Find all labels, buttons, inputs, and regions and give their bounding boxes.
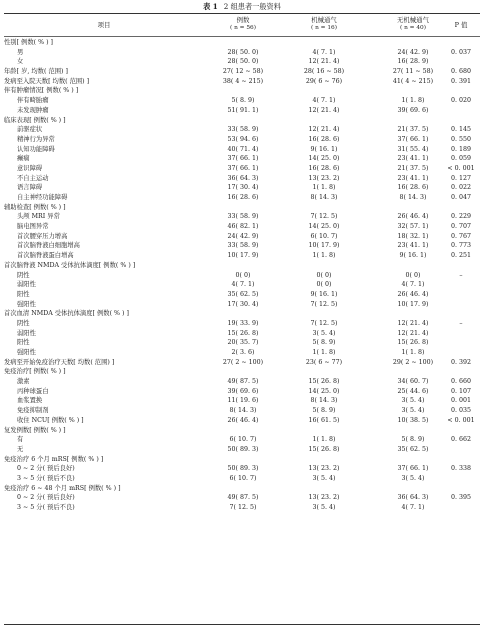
cell-mechanical-ventilation: 16( 28. 6) bbox=[308, 135, 340, 143]
cell-total: 50( 89. 3) bbox=[227, 445, 259, 453]
cell-no-mechanical-ventilation: 10( 17. 9) bbox=[397, 300, 429, 308]
row-label: 男 bbox=[17, 48, 24, 56]
row-label: 辅助检查[ 例数( % ) ] bbox=[4, 203, 66, 211]
cell-total: 39( 69. 6) bbox=[227, 387, 259, 395]
cell-p-value: 0. 020 bbox=[450, 97, 472, 105]
table-row bbox=[4, 193, 480, 203]
cell-mechanical-ventilation: 1( 1. 8) bbox=[312, 349, 336, 356]
cell-total: 33( 58. 9) bbox=[227, 242, 259, 250]
cell-total: 8( 14. 3) bbox=[229, 407, 257, 415]
row-label: 前驱症状 bbox=[17, 126, 43, 134]
table-row-group bbox=[4, 309, 480, 319]
table-body bbox=[4, 38, 480, 513]
cell-mechanical-ventilation: 1( 1. 8) bbox=[312, 252, 336, 260]
cell-no-mechanical-ventilation: 27( 11 ~ 58) bbox=[392, 68, 434, 76]
cell-total: 28( 50. 0) bbox=[227, 48, 259, 56]
header-mv bbox=[294, 16, 354, 32]
cell-total: 35( 62. 5) bbox=[227, 290, 259, 298]
table-row bbox=[4, 271, 480, 281]
row-label: 弱阳性 bbox=[17, 281, 36, 289]
header-item: 项目 bbox=[97, 21, 111, 29]
table-row bbox=[4, 464, 480, 474]
table-row bbox=[4, 435, 480, 445]
cell-p-value: 0. 392 bbox=[450, 358, 472, 366]
cell-no-mechanical-ventilation: 36( 64. 3) bbox=[397, 494, 429, 502]
cell-mechanical-ventilation: 9( 16. 1) bbox=[310, 290, 338, 298]
row-label: 自主神经功能障碍 bbox=[17, 194, 68, 201]
cell-p-value: 0. 773 bbox=[450, 242, 472, 250]
cell-total: 11( 19. 6) bbox=[227, 397, 259, 405]
header-p-value: P 值 bbox=[454, 21, 468, 29]
row-label: 头颅 MRI 异常 bbox=[17, 213, 60, 221]
row-label: 女 bbox=[17, 58, 24, 66]
cell-no-mechanical-ventilation: 16( 28. 6) bbox=[397, 184, 429, 192]
cell-no-mechanical-ventilation: 3( 5. 4) bbox=[401, 407, 425, 415]
cell-p-value: 0. 037 bbox=[450, 48, 472, 56]
row-label: 伴有肿瘤情况[ 例数( % ) ] bbox=[4, 87, 79, 95]
cell-p-value: 0. 660 bbox=[450, 378, 472, 386]
cell-total: 49( 87. 5) bbox=[227, 378, 259, 386]
cell-no-mechanical-ventilation: 35( 62. 5) bbox=[397, 445, 429, 453]
table-row bbox=[4, 348, 480, 358]
header-mv-n: ( n = 16) bbox=[310, 25, 338, 31]
cell-mechanical-ventilation: 12( 21. 4) bbox=[308, 58, 340, 66]
row-label: 认知功能障碍 bbox=[17, 145, 55, 153]
table-row-group bbox=[4, 77, 480, 87]
cell-no-mechanical-ventilation: 18( 32. 1) bbox=[397, 232, 429, 240]
table-row bbox=[4, 96, 480, 106]
table-row bbox=[4, 445, 480, 455]
table-row bbox=[4, 338, 480, 348]
table-row bbox=[4, 164, 480, 174]
cell-total: 24( 42. 9) bbox=[227, 232, 259, 240]
cell-p-value: 0. 127 bbox=[450, 174, 472, 182]
cell-p-value: 0. 391 bbox=[450, 77, 472, 85]
cell-mechanical-ventilation: 8( 14. 3) bbox=[310, 397, 338, 405]
row-label: 有 bbox=[17, 436, 24, 444]
table-row-group bbox=[4, 426, 480, 436]
cell-total: 20( 35. 7) bbox=[227, 339, 259, 347]
cell-total: 7( 12. 5) bbox=[229, 504, 257, 511]
table-row bbox=[4, 212, 480, 222]
row-label: 阳性 bbox=[17, 339, 30, 347]
cell-mechanical-ventilation: 3( 5. 4) bbox=[312, 474, 336, 482]
cell-mechanical-ventilation: 12( 21. 4) bbox=[308, 126, 340, 134]
cell-total: 6( 10. 7) bbox=[229, 436, 257, 444]
cell-p-value: 0. 767 bbox=[450, 232, 472, 240]
table-row bbox=[4, 154, 480, 164]
table-row bbox=[4, 222, 480, 232]
cell-total: 19( 33. 9) bbox=[227, 319, 259, 327]
table-row bbox=[4, 241, 480, 251]
cell-no-mechanical-ventilation: 31( 55. 4) bbox=[397, 145, 429, 153]
cell-no-mechanical-ventilation: 34( 60. 7) bbox=[397, 378, 429, 386]
cell-total: 50( 89. 3) bbox=[227, 465, 259, 473]
table-row bbox=[4, 329, 480, 339]
row-label: 弱阳性 bbox=[17, 329, 36, 337]
row-label: 阴性 bbox=[17, 319, 30, 327]
bottom-rule bbox=[4, 624, 480, 625]
cell-total: 6( 10. 7) bbox=[229, 474, 257, 482]
cell-p-value: 0. 022 bbox=[450, 184, 472, 192]
row-label: 收住 NCU[ 例数( % ) ] bbox=[17, 416, 84, 424]
cell-total: 33( 58. 9) bbox=[227, 126, 259, 134]
cell-p-value: 0. 338 bbox=[450, 465, 472, 473]
header-total-n: ( n = 56) bbox=[229, 25, 257, 31]
cell-no-mechanical-ventilation: 26( 46. 4) bbox=[397, 290, 429, 298]
cell-no-mechanical-ventilation: 12( 21. 4) bbox=[397, 329, 429, 337]
table-row-group bbox=[4, 261, 480, 271]
cell-mechanical-ventilation: 14( 25. 0) bbox=[308, 155, 340, 163]
cell-mechanical-ventilation: 10( 17. 9) bbox=[308, 242, 340, 250]
row-label: 未发现肿瘤 bbox=[17, 106, 49, 114]
cell-no-mechanical-ventilation: 24( 42. 9) bbox=[397, 48, 429, 56]
cell-p-value: 0. 395 bbox=[450, 494, 472, 502]
cell-total: 28( 50. 0) bbox=[227, 58, 259, 66]
cell-total: 49( 87. 5) bbox=[227, 494, 259, 502]
cell-p-value: 0. 707 bbox=[450, 223, 472, 231]
cell-no-mechanical-ventilation: 15( 26. 8) bbox=[397, 339, 429, 347]
cell-total: 26( 46. 4) bbox=[227, 416, 259, 424]
cell-mechanical-ventilation: 13( 23. 2) bbox=[308, 494, 340, 502]
cell-total: 5( 8. 9) bbox=[231, 97, 255, 105]
cell-no-mechanical-ventilation: 0( 0) bbox=[405, 271, 421, 279]
cell-p-value: 0. 059 bbox=[450, 155, 472, 163]
table-row bbox=[4, 183, 480, 193]
cell-total: 40( 71. 4) bbox=[227, 145, 259, 153]
cell-total: 4( 7. 1) bbox=[231, 281, 255, 289]
row-label: 精神行为异常 bbox=[17, 135, 55, 143]
cell-no-mechanical-ventilation: 37( 66. 1) bbox=[397, 135, 429, 143]
cell-mechanical-ventilation: 0( 0) bbox=[316, 271, 332, 279]
table-row bbox=[4, 290, 480, 300]
cell-mechanical-ventilation: 13( 23. 2) bbox=[308, 465, 340, 473]
row-label: 发病至入院天数[ 均数( 范围) ] bbox=[4, 77, 90, 85]
cell-total: 10( 17. 9) bbox=[227, 252, 259, 260]
cell-total: 15( 26. 8) bbox=[227, 329, 259, 337]
cell-no-mechanical-ventilation: 9( 16. 1) bbox=[399, 252, 427, 260]
cell-no-mechanical-ventilation: 8( 14. 3) bbox=[399, 194, 427, 201]
table-row-group bbox=[4, 484, 480, 494]
cell-total: 38( 4 ~ 215) bbox=[222, 77, 264, 85]
cell-total: 16( 28. 6) bbox=[227, 194, 259, 201]
row-label: 首次脑脊液白细胞增高 bbox=[17, 242, 80, 250]
cell-no-mechanical-ventilation: 12( 21. 4) bbox=[397, 319, 429, 327]
row-label: 激素 bbox=[17, 378, 30, 386]
row-label: 语言障碍 bbox=[17, 184, 43, 192]
cell-mechanical-ventilation: 4( 7. 1) bbox=[312, 97, 336, 105]
cell-mechanical-ventilation: 14( 25. 0) bbox=[308, 387, 340, 395]
table-number: 表 1 bbox=[203, 2, 218, 11]
cell-mechanical-ventilation: 1( 1. 8) bbox=[312, 184, 336, 192]
cell-no-mechanical-ventilation: 16( 28. 9) bbox=[397, 58, 429, 66]
row-label: 伴有畸胎瘤 bbox=[17, 97, 49, 105]
cell-mechanical-ventilation: 29( 6 ~ 76) bbox=[305, 77, 343, 85]
cell-total: 51( 91. 1) bbox=[227, 106, 259, 114]
table-row bbox=[4, 377, 480, 387]
cell-mechanical-ventilation: 6( 10. 7) bbox=[310, 232, 338, 240]
header-total-label: 例数 bbox=[236, 16, 250, 24]
row-label: 免疫治疗 6 个月 mRS[ 例数( % ) ] bbox=[4, 455, 104, 463]
cell-mechanical-ventilation: 9( 16. 1) bbox=[310, 145, 338, 153]
cell-total: 36( 64. 3) bbox=[227, 174, 259, 182]
table-row bbox=[4, 416, 480, 426]
table-row bbox=[4, 319, 480, 329]
table-row bbox=[4, 474, 480, 484]
table-row bbox=[4, 300, 480, 310]
cell-no-mechanical-ventilation: 29( 2 ~ 100) bbox=[392, 358, 434, 366]
cell-no-mechanical-ventilation: 32( 57. 1) bbox=[397, 223, 429, 231]
cell-p-value: 0. 035 bbox=[450, 407, 472, 415]
cell-p-value: 0. 047 bbox=[450, 194, 472, 201]
row-label: 丙种球蛋白 bbox=[17, 387, 49, 395]
cell-no-mechanical-ventilation: 21( 37. 5) bbox=[397, 126, 429, 134]
cell-mechanical-ventilation: 15( 26. 8) bbox=[308, 445, 340, 453]
table-row bbox=[4, 106, 480, 116]
cell-no-mechanical-ventilation: 3( 5. 4) bbox=[401, 397, 425, 405]
row-label: 不自主运动 bbox=[17, 174, 49, 182]
cell-mechanical-ventilation: 12( 21. 4) bbox=[308, 106, 340, 114]
cell-no-mechanical-ventilation: 37( 66. 1) bbox=[397, 465, 429, 473]
cell-total: 46( 82. 1) bbox=[227, 223, 259, 231]
table-row bbox=[4, 135, 480, 145]
table-row-group bbox=[4, 203, 480, 213]
row-label: 脑电图异常 bbox=[17, 223, 49, 231]
cell-no-mechanical-ventilation: 41( 4 ~ 215) bbox=[392, 77, 434, 85]
row-label: 阳性 bbox=[17, 290, 30, 298]
cell-mechanical-ventilation: 16( 61. 5) bbox=[308, 416, 340, 424]
cell-total: 17( 30. 4) bbox=[227, 300, 259, 308]
row-label: 强阳性 bbox=[17, 349, 36, 356]
table-row bbox=[4, 48, 480, 58]
table-caption bbox=[0, 2, 484, 11]
cell-mechanical-ventilation: 7( 12. 5) bbox=[310, 319, 338, 327]
cell-mechanical-ventilation: 15( 26. 8) bbox=[308, 378, 340, 386]
header-nomv-label: 无机械通气 bbox=[397, 16, 429, 24]
table-row-group bbox=[4, 38, 480, 48]
table-row bbox=[4, 57, 480, 67]
row-label: 阴性 bbox=[17, 271, 30, 279]
table-row bbox=[4, 493, 480, 503]
row-label: 血浆置换 bbox=[17, 397, 43, 405]
cell-mechanical-ventilation: 7( 12. 5) bbox=[310, 300, 338, 308]
cell-no-mechanical-ventilation: 39( 69. 6) bbox=[397, 106, 429, 114]
cell-p-value: 0. 145 bbox=[450, 126, 472, 134]
row-label: 强阳性 bbox=[17, 300, 36, 308]
cell-no-mechanical-ventilation: 3( 5. 4) bbox=[401, 474, 425, 482]
row-label: 首次脑脊液 NMDA 受体抗体滴度[ 例数( % ) ] bbox=[4, 261, 136, 269]
cell-total: 2( 3. 6) bbox=[231, 349, 255, 356]
table-row bbox=[4, 145, 480, 155]
table-row-group bbox=[4, 358, 480, 368]
cell-mechanical-ventilation: 5( 8. 9) bbox=[312, 407, 336, 415]
table-header bbox=[4, 15, 480, 35]
cell-mechanical-ventilation: 8( 14. 3) bbox=[310, 194, 338, 201]
cell-total: 53( 94. 6) bbox=[227, 135, 259, 143]
table-row-group bbox=[4, 86, 480, 96]
cell-total: 37( 66. 1) bbox=[227, 155, 259, 163]
cell-p-value: – bbox=[459, 319, 463, 327]
table-row bbox=[4, 387, 480, 397]
cell-total: 17( 30. 4) bbox=[227, 184, 259, 192]
cell-mechanical-ventilation: 0( 0) bbox=[316, 281, 332, 289]
cell-total: 0( 0) bbox=[235, 271, 251, 279]
row-label: 发病至开始免疫治疗天数[ 均数( 范围) ] bbox=[4, 358, 115, 366]
table-row bbox=[4, 280, 480, 290]
table-row bbox=[4, 406, 480, 416]
cell-no-mechanical-ventilation: 23( 41. 1) bbox=[397, 174, 429, 182]
cell-mechanical-ventilation: 28( 16 ~ 58) bbox=[303, 68, 345, 76]
cell-p-value: < 0. 001 bbox=[447, 416, 475, 424]
row-label: 0 ~ 2 分( 预后良好) bbox=[17, 494, 75, 502]
cell-no-mechanical-ventilation: 4( 7. 1) bbox=[401, 504, 425, 511]
row-label: 无 bbox=[17, 445, 24, 453]
cell-p-value: < 0. 001 bbox=[447, 164, 475, 172]
row-label: 0 ~ 2 分( 预后良好) bbox=[17, 465, 75, 473]
row-label: 意识障碍 bbox=[17, 164, 43, 172]
cell-total: 27( 2 ~ 100) bbox=[222, 358, 264, 366]
cell-no-mechanical-ventilation: 1( 1. 8) bbox=[401, 97, 425, 105]
header-nomv-n: ( n = 40) bbox=[399, 25, 427, 31]
cell-no-mechanical-ventilation: 21( 37. 5) bbox=[397, 164, 429, 172]
row-label: 性别[ 例数( % ) ] bbox=[4, 39, 54, 46]
cell-mechanical-ventilation: 7( 12. 5) bbox=[310, 213, 338, 221]
cell-p-value: 0. 251 bbox=[450, 252, 472, 260]
table-title: 2 组患者一般资料 bbox=[223, 2, 281, 11]
cell-p-value: 0. 550 bbox=[450, 135, 472, 143]
row-label: 临床表现[ 例数( % ) ] bbox=[4, 116, 66, 124]
cell-mechanical-ventilation: 3( 5. 4) bbox=[312, 329, 336, 337]
cell-mechanical-ventilation: 13( 23. 2) bbox=[308, 174, 340, 182]
cell-total: 37( 66. 1) bbox=[227, 164, 259, 172]
cell-p-value: 0. 107 bbox=[450, 387, 472, 395]
table-row bbox=[4, 503, 480, 513]
row-label: 复发例数[ 例数( % ) ] bbox=[4, 426, 66, 434]
table-row-group bbox=[4, 67, 480, 77]
row-label: 免疫抑制剂 bbox=[17, 407, 49, 415]
table-row-group bbox=[4, 116, 480, 126]
row-label: 首次血清 NMDA 受体抗体滴度[ 例数( % ) ] bbox=[4, 310, 129, 318]
cell-p-value: 0. 680 bbox=[450, 68, 472, 76]
cell-mechanical-ventilation: 1( 1. 8) bbox=[312, 436, 336, 444]
cell-p-value: 0. 001 bbox=[450, 397, 472, 405]
table-row bbox=[4, 174, 480, 184]
cell-p-value: – bbox=[459, 271, 463, 279]
row-label: 3 ~ 5 分( 预后不良) bbox=[17, 474, 75, 482]
cell-no-mechanical-ventilation: 25( 44. 6) bbox=[397, 387, 429, 395]
cell-no-mechanical-ventilation: 26( 46. 4) bbox=[397, 213, 429, 221]
cell-mechanical-ventilation: 14( 25. 0) bbox=[308, 223, 340, 231]
table-row-group bbox=[4, 367, 480, 377]
top-rule bbox=[4, 13, 480, 14]
cell-total: 33( 58. 9) bbox=[227, 213, 259, 221]
cell-no-mechanical-ventilation: 23( 41. 1) bbox=[397, 155, 429, 163]
cell-total: 27( 12 ~ 58) bbox=[222, 68, 264, 76]
cell-mechanical-ventilation: 5( 8. 9) bbox=[312, 339, 336, 347]
table-row-group bbox=[4, 455, 480, 465]
row-label: 首次脑脊液蛋白增高 bbox=[17, 252, 74, 260]
cell-mechanical-ventilation: 23( 6 ~ 77) bbox=[305, 358, 343, 366]
cell-mechanical-ventilation: 16( 28. 6) bbox=[308, 164, 340, 172]
cell-no-mechanical-ventilation: 4( 7. 1) bbox=[401, 281, 425, 289]
table-row bbox=[4, 396, 480, 406]
cell-p-value: 0. 662 bbox=[450, 436, 472, 444]
row-label: 首次腰穿压力增高 bbox=[17, 232, 68, 240]
cell-no-mechanical-ventilation: 10( 38. 5) bbox=[397, 416, 429, 424]
cell-mechanical-ventilation: 4( 7. 1) bbox=[312, 48, 336, 56]
header-mv-label: 机械通气 bbox=[311, 16, 337, 24]
cell-p-value: 0. 189 bbox=[450, 145, 472, 153]
table-row bbox=[4, 232, 480, 242]
cell-no-mechanical-ventilation: 1( 1. 8) bbox=[401, 349, 425, 356]
row-label: 年龄[ 岁, 均数( 范围) ] bbox=[4, 68, 68, 76]
row-label: 免疫治疗[ 例数( % ) ] bbox=[4, 368, 66, 376]
cell-mechanical-ventilation: 3( 5. 4) bbox=[312, 504, 336, 511]
cell-p-value: 0. 229 bbox=[450, 213, 472, 221]
row-label: 免疫治疗 6 ~ 48 个月 mRS[ 例数( % ) ] bbox=[4, 484, 121, 492]
header-rule bbox=[4, 36, 480, 37]
table-row bbox=[4, 251, 480, 261]
header-nomv bbox=[380, 16, 446, 32]
header-total bbox=[213, 16, 273, 32]
cell-no-mechanical-ventilation: 23( 41. 1) bbox=[397, 242, 429, 250]
cell-no-mechanical-ventilation: 5( 8. 9) bbox=[401, 436, 425, 444]
row-label: 3 ~ 5 分( 预后不良) bbox=[17, 504, 75, 511]
table-row bbox=[4, 125, 480, 135]
row-label: 癫痫 bbox=[17, 155, 30, 163]
